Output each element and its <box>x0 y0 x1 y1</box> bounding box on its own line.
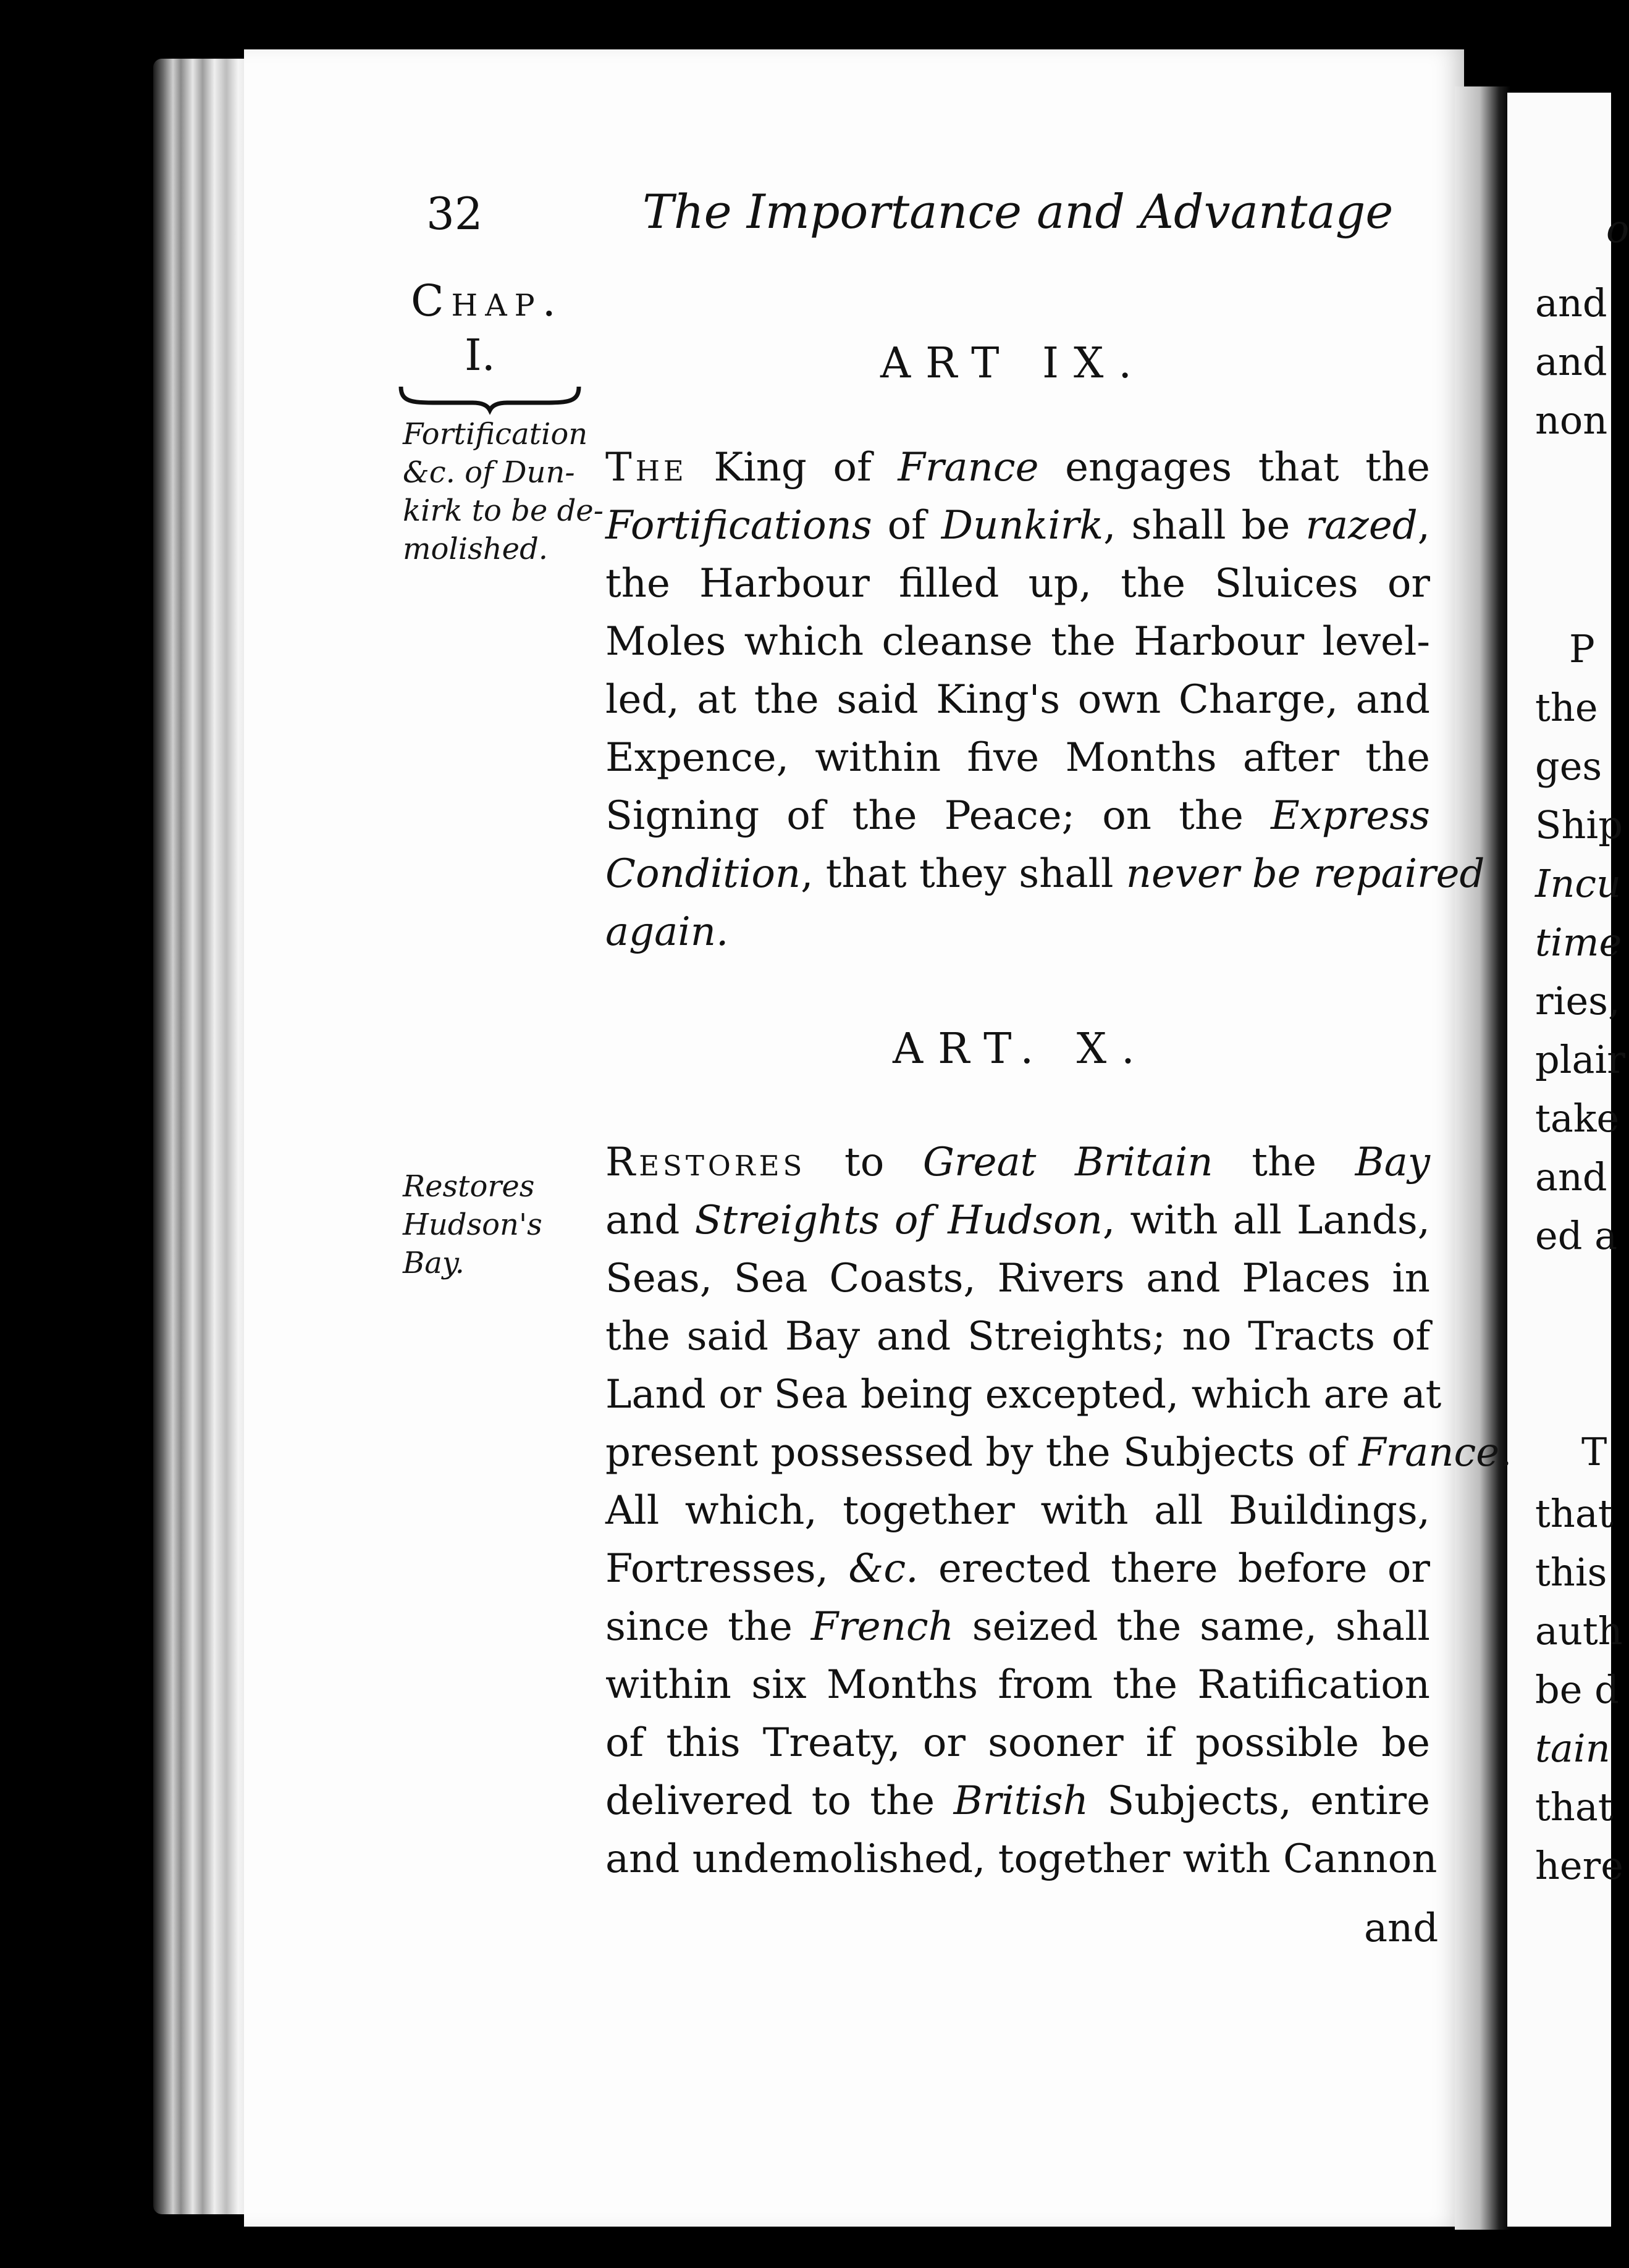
text-line: Land or Sea being excepted, which are at <box>605 1372 1442 1418</box>
facing-line: that <box>1535 1784 1614 1829</box>
running-title: The Importance and Advantage <box>642 184 1394 239</box>
book-gutter <box>1455 86 1510 2230</box>
facing-line: ed a <box>1535 1213 1618 1258</box>
facing-line: time <box>1535 920 1622 965</box>
text-line: the said Bay and Streights; no Tracts of <box>605 1314 1430 1359</box>
text-line: and undemolished, together with Cannon <box>605 1836 1437 1882</box>
margin-note-line: Restores <box>403 1169 535 1204</box>
text-line: and Streights of Hudson, with all Lands, <box>605 1198 1430 1243</box>
brace-ornament <box>398 383 581 411</box>
text-line: Fortresses, &c. erected there before or <box>605 1546 1430 1592</box>
facing-line: auth <box>1535 1608 1623 1653</box>
page-edges <box>153 59 252 2214</box>
margin-note-hudson <box>403 1167 542 1282</box>
margin-note-fortification <box>403 415 604 568</box>
text-line: Seas, Sea Coasts, Rivers and Places in <box>605 1256 1430 1301</box>
facing-line: this <box>1535 1550 1607 1595</box>
facing-line: T <box>1581 1429 1607 1474</box>
text-line: present possessed by the Subjects of France. <box>605 1430 1512 1476</box>
facing-line: be d <box>1535 1667 1619 1712</box>
facing-line: P <box>1569 626 1595 671</box>
page-number: 32 <box>426 188 483 240</box>
facing-line: ges <box>1535 744 1602 789</box>
chapter-label: Chap. <box>411 275 563 326</box>
margin-note-line: molished. <box>403 532 549 566</box>
facing-line: Ship <box>1535 802 1623 847</box>
text-line: All which, together with all Buildings, <box>605 1488 1430 1534</box>
article-heading: ART IX. <box>880 339 1147 388</box>
facing-line: here <box>1535 1843 1623 1888</box>
facing-line: and <box>1535 280 1607 326</box>
text-line: within six Months from the Ratification <box>605 1662 1430 1708</box>
text-line: Moles which cleanse the Harbour level- <box>605 619 1430 665</box>
text-line: led, at the said King's own Charge, and <box>605 677 1430 723</box>
chapter-number: I. <box>465 330 495 380</box>
article-heading: ART. X. <box>893 1025 1150 1073</box>
facing-page <box>1507 93 1629 2227</box>
text-line: Expence, within five Months after the <box>605 735 1430 781</box>
text-line: of this Treaty, or sooner if possible be <box>605 1720 1430 1766</box>
facing-line: ries, <box>1535 978 1620 1023</box>
text-line: Signing of the Peace; on the Express <box>605 793 1430 839</box>
facing-line: take <box>1535 1096 1620 1141</box>
facing-line: that <box>1535 1491 1614 1536</box>
text-line: Condition, that they shall never be repaired <box>605 851 1485 897</box>
text-line: since the French seized the same, shall <box>605 1604 1430 1650</box>
margin-note-line: Bay. <box>403 1246 465 1280</box>
text-line: Fortifications of Dunkirk, shall be razed, <box>605 503 1431 548</box>
margin-note-line: &c. of Dun- <box>403 455 575 490</box>
facing-line: and <box>1535 1154 1607 1199</box>
facing-line: plair <box>1535 1037 1625 1082</box>
catchword: and <box>1364 1905 1439 1951</box>
facing-line: and <box>1535 339 1607 384</box>
text-line: the Harbour filled up, the Sluices or <box>605 561 1430 607</box>
text-line: delivered to the British Subjects, entire <box>605 1778 1431 1824</box>
margin-note-line: Hudson's <box>403 1208 542 1242</box>
facing-line: o <box>1606 206 1629 251</box>
facing-line: the <box>1535 685 1598 730</box>
facing-line: tain <box>1535 1726 1610 1771</box>
text-line: Restores to Great Britain the Bay <box>605 1140 1430 1185</box>
facing-line: Incu <box>1535 861 1622 906</box>
margin-note-line: kirk to be de- <box>403 494 604 528</box>
text-line: again. <box>605 909 729 955</box>
left-page <box>244 49 1512 2227</box>
margin-note-line: Fortification <box>403 417 588 452</box>
text-line: The King of France engages that the <box>605 445 1430 490</box>
facing-line: non <box>1535 398 1608 443</box>
